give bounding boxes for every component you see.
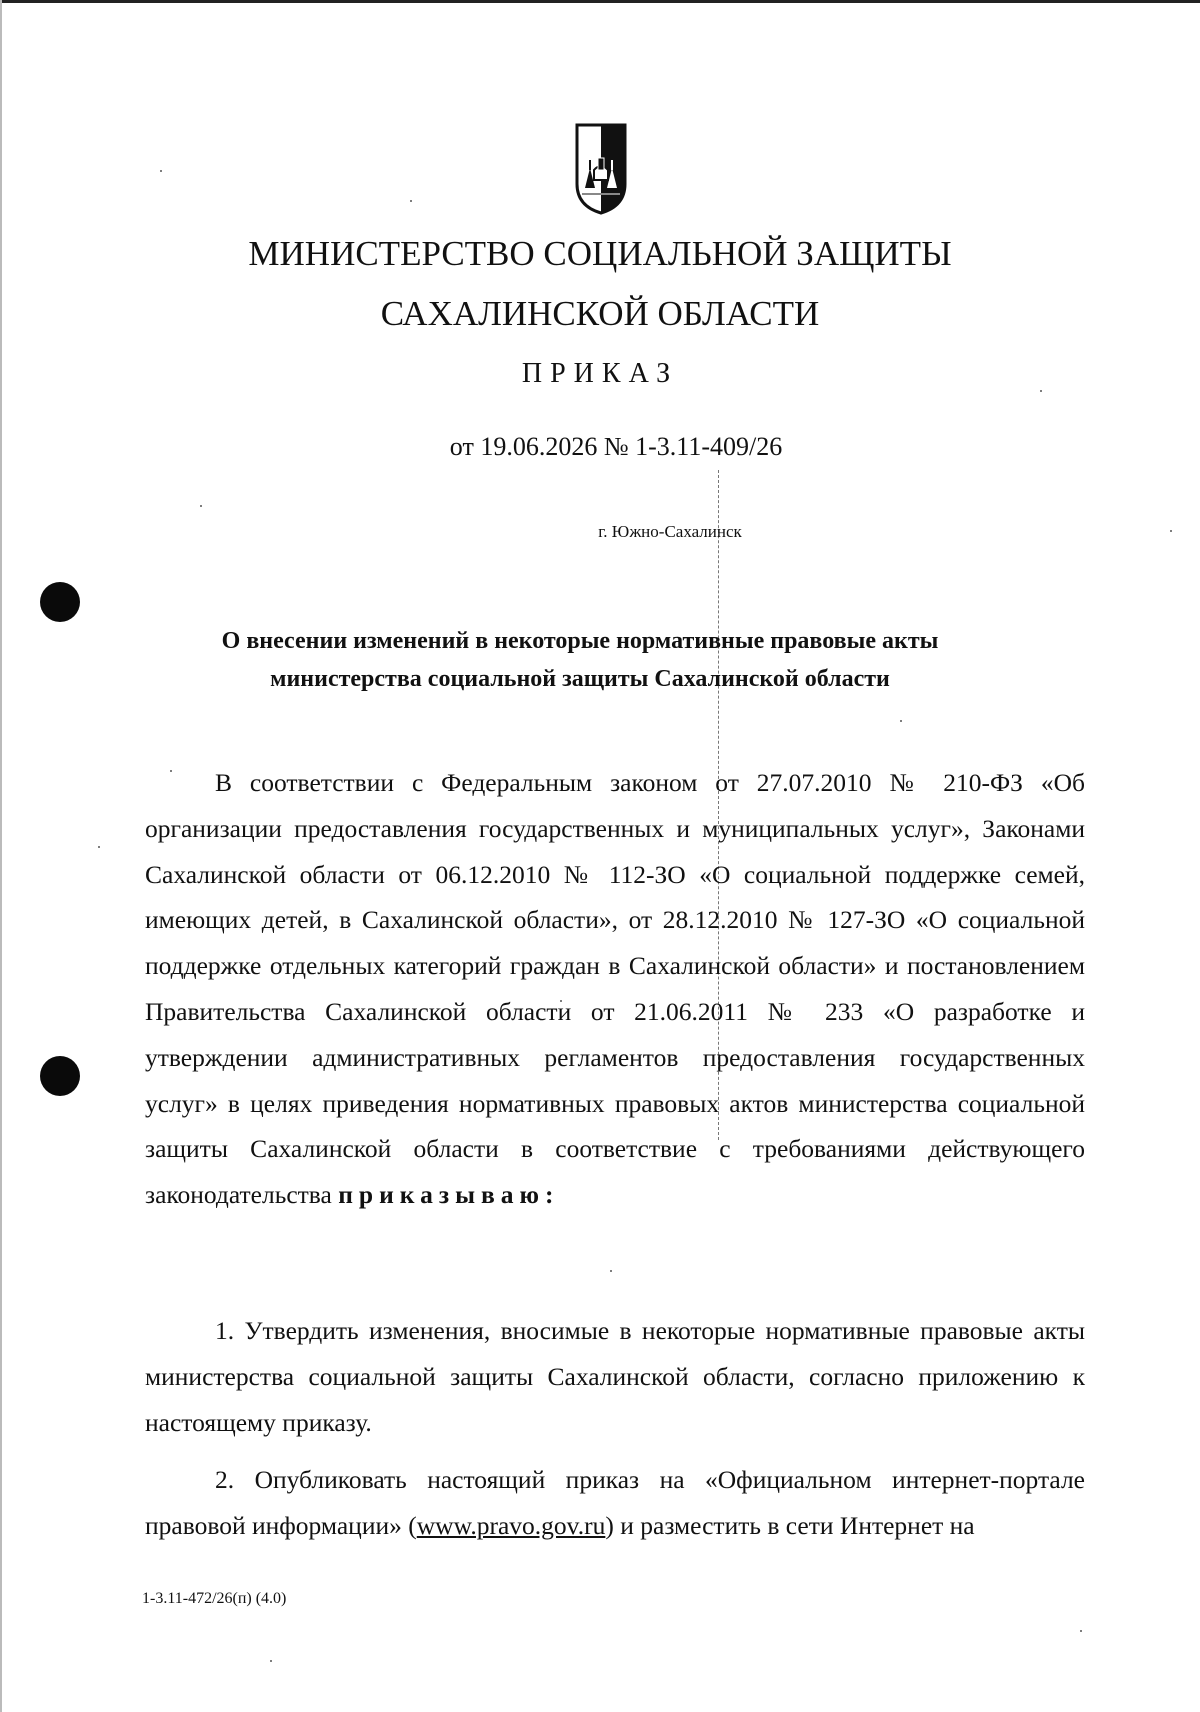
intro-paragraph — [145, 760, 1085, 1218]
document-title-line1: О внесении изменений в некоторые нормативные правовые акты — [221, 628, 939, 654]
ministry-name-line2: САХАЛИНСКОЙ ОБЛАСТИ — [380, 294, 820, 333]
document-title-line2: министерства социальной защиты Сахалинской области — [270, 666, 890, 692]
scan-speck — [160, 170, 162, 172]
order-item-2 — [145, 1457, 1085, 1549]
scan-speck — [610, 1270, 612, 1272]
scan-speck — [900, 720, 902, 722]
document-code: 1-3.11-472/26(п) (4.0) — [142, 1590, 287, 1607]
document-city: г. Южно-Сахалинск — [598, 522, 742, 541]
punch-hole — [40, 1056, 80, 1096]
document-type: ПРИКАЗ — [521, 358, 679, 389]
scan-speck — [1040, 390, 1042, 392]
scan-edge-line — [0, 0, 1200, 3]
scan-speck — [98, 846, 100, 848]
document-date-number: от 19.06.2026 № 1-3.11-409/26 — [449, 432, 783, 461]
scan-speck — [200, 505, 202, 507]
ministry-name-line1: МИНИСТЕРСТВО СОЦИАЛЬНОЙ ЗАЩИТЫ — [248, 234, 952, 273]
document-title — [30, 622, 1130, 698]
order-item-2-text-end: ) и разместить в сети Интернет на — [605, 1510, 975, 1540]
pravo-link[interactable]: www.pravo.gov.ru — [416, 1510, 606, 1540]
intro-text: В соответствии с Федеральным законом от 27.07.2010 № 210-ФЗ «Об организации предоставления государственных и муниципальных услуг», Законами Сахалинской области от 06.12.2010 № 112-ЗО «О социальной поддержке семей, имеющих детей, в Сахалинской области», от 28.12.2010 № 127-ЗО «О социальной поддержке отдельных категорий граждан в Сахалинской области» и постановлением Правительства Сахалинской области от 21.06.2011 № 233 «О разработке и утверждении административных регламентов предоставления государственных услуг» в целях приведения нормативных правовых актов министерства социальной защиты Сахалинской области в соответствие с требованиями действующего законодательства — [145, 768, 1085, 1210]
order-item-1: 1. Утвердить изменения, вносимые в некоторые нормативные правовые акты министерства социальной защиты Сахалинской области, согласно приложению к настоящему приказу. — [145, 1316, 1085, 1437]
scan-speck — [270, 1660, 272, 1662]
decree-word: приказываю: — [338, 1180, 560, 1210]
punch-hole — [40, 582, 80, 622]
scan-speck — [1080, 1630, 1082, 1632]
order-item-2-text: 2. Опубликовать настоящий приказ на «Официальном интернет-портале правовой информации» ( — [145, 1465, 1085, 1540]
scan-speck — [410, 200, 412, 202]
coat-of-arms-icon — [574, 122, 628, 216]
